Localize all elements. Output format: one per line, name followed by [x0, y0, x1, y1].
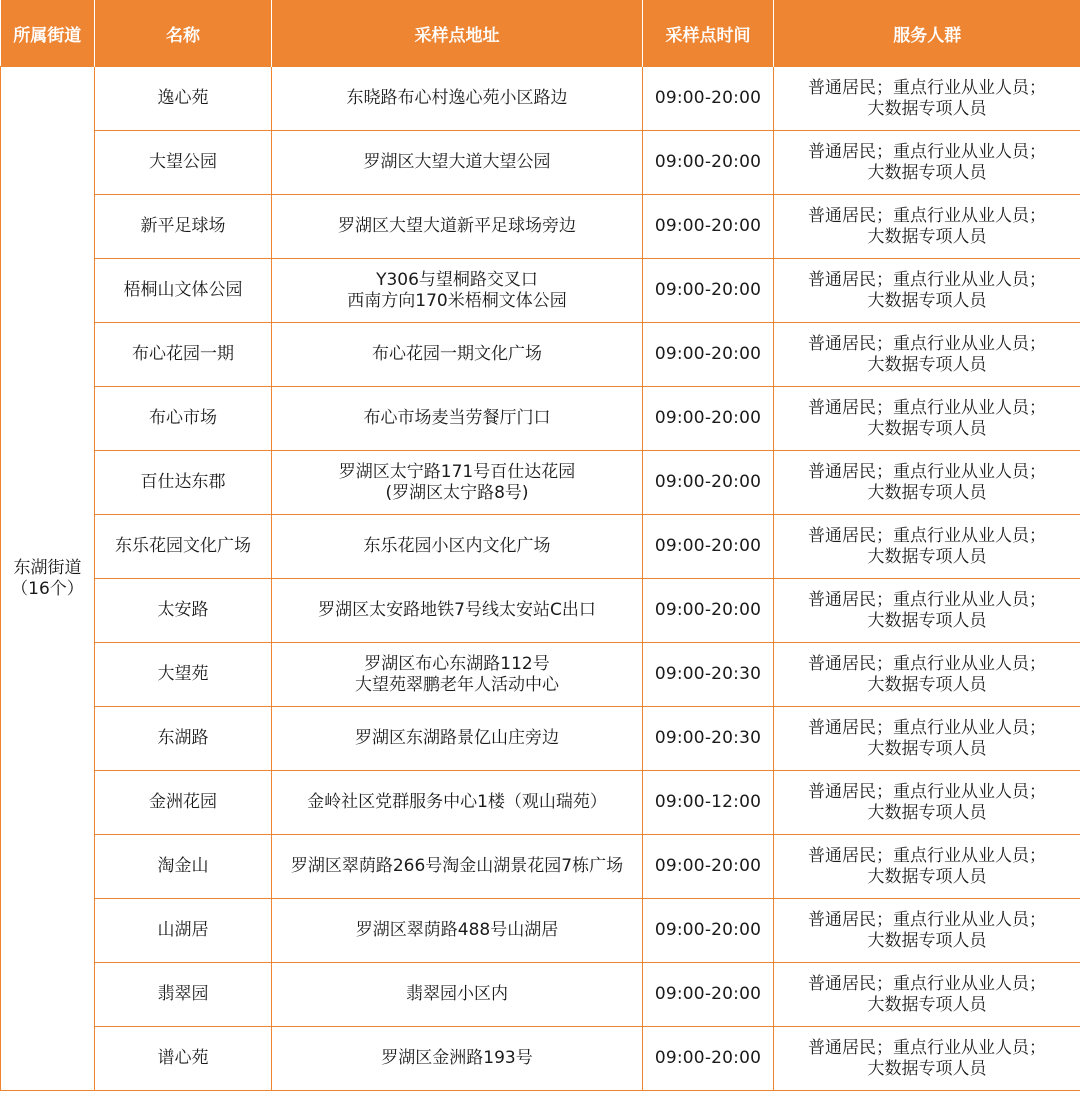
- site-time: 09:00-20:00: [643, 899, 774, 963]
- street-count: （16个）: [11, 578, 84, 599]
- address-line: 布心市场麦当劳餐厅门口: [363, 408, 551, 428]
- people-line: 普通居民；重点行业从业人员；: [808, 1037, 1046, 1058]
- site-name: 梧桐山文体公园: [95, 259, 272, 323]
- people-line: 普通居民；重点行业从业人员；: [808, 205, 1046, 226]
- site-address: [272, 451, 643, 515]
- header-row: [1, 0, 1080, 67]
- header-name: 名称: [95, 0, 272, 67]
- people-line: 普通居民；重点行业从业人员；: [808, 781, 1046, 802]
- people-line: 大数据专项人员: [867, 162, 987, 183]
- site-name: 新平足球场: [95, 195, 272, 259]
- site-address: [272, 899, 643, 963]
- people-line: 普通居民；重点行业从业人员；: [808, 333, 1046, 354]
- site-time: 09:00-20:30: [643, 707, 774, 771]
- site-time: 09:00-20:00: [643, 259, 774, 323]
- header-time: 采样点时间: [643, 0, 774, 67]
- table-body: [1, 67, 1080, 1091]
- street-name: 东湖街道: [13, 557, 82, 578]
- site-address: [272, 771, 643, 835]
- site-time: 09:00-20:00: [643, 1027, 774, 1091]
- people-line: 大数据专项人员: [867, 674, 987, 695]
- service-people: [774, 451, 1080, 515]
- site-time: 09:00-20:00: [643, 323, 774, 387]
- people-line: 大数据专项人员: [867, 610, 987, 631]
- address-line: 金岭社区党群服务中心1楼（观山瑞苑）: [307, 792, 607, 812]
- site-time: 09:00-20:00: [643, 579, 774, 643]
- site-name: 翡翠园: [95, 963, 272, 1027]
- site-address: [272, 835, 643, 899]
- service-people: [774, 323, 1080, 387]
- address-line: 罗湖区大望大道大望公园: [363, 152, 551, 172]
- site-name: 布心市场: [95, 387, 272, 451]
- service-people: [774, 835, 1080, 899]
- table-row: [1, 451, 1080, 515]
- people-line: 大数据专项人员: [867, 994, 987, 1015]
- site-address: [272, 707, 643, 771]
- people-line: 普通居民；重点行业从业人员；: [808, 653, 1046, 674]
- address-line: 罗湖区太安路地铁7号线太安站C出口: [318, 600, 596, 620]
- site-time: 09:00-20:00: [643, 515, 774, 579]
- people-line: 普通居民；重点行业从业人员；: [808, 717, 1046, 738]
- site-name: 山湖居: [95, 899, 272, 963]
- people-line: 普通居民；重点行业从业人员；: [808, 461, 1046, 482]
- table-row: [1, 707, 1080, 771]
- site-time: 09:00-20:00: [643, 67, 774, 131]
- site-name: 布心花园一期: [95, 323, 272, 387]
- service-people: [774, 963, 1080, 1027]
- address-line: 罗湖区大望大道新平足球场旁边: [338, 216, 576, 236]
- header-address: 采样点地址: [272, 0, 643, 67]
- people-line: 普通居民；重点行业从业人员；: [808, 589, 1046, 610]
- site-time: 09:00-20:00: [643, 451, 774, 515]
- address-line: 西南方向170米梧桐文体公园: [347, 290, 567, 311]
- site-time: 09:00-20:00: [643, 835, 774, 899]
- table-row: [1, 323, 1080, 387]
- site-address: [272, 963, 643, 1027]
- people-line: 大数据专项人员: [867, 226, 987, 247]
- service-people: [774, 259, 1080, 323]
- site-address: [272, 195, 643, 259]
- site-name: 东湖路: [95, 707, 272, 771]
- table-row: [1, 259, 1080, 323]
- service-people: [774, 771, 1080, 835]
- site-name: 太安路: [95, 579, 272, 643]
- header-street: 所属街道: [1, 0, 95, 67]
- address-line: 大望苑翠鹏老年人活动中心: [355, 674, 559, 695]
- table-row: [1, 387, 1080, 451]
- table-row: [1, 771, 1080, 835]
- address-line: 罗湖区翠荫路488号山湖居: [355, 920, 559, 940]
- site-name: 淘金山: [95, 835, 272, 899]
- people-line: 大数据专项人员: [867, 738, 987, 759]
- people-line: 普通居民；重点行业从业人员；: [808, 269, 1046, 290]
- people-line: 普通居民；重点行业从业人员；: [808, 77, 1046, 98]
- address-line: 东乐花园小区内文化广场: [363, 536, 551, 556]
- people-line: 大数据专项人员: [867, 1058, 987, 1079]
- people-line: 普通居民；重点行业从业人员；: [808, 397, 1046, 418]
- site-name: 谱心苑: [95, 1027, 272, 1091]
- address-line: 翡翠园小区内: [406, 984, 508, 1004]
- site-address: [272, 131, 643, 195]
- people-line: 普通居民；重点行业从业人员；: [808, 141, 1046, 162]
- table-row: [1, 195, 1080, 259]
- people-line: 大数据专项人员: [867, 482, 987, 503]
- people-line: 大数据专项人员: [867, 290, 987, 311]
- table-row: [1, 67, 1080, 131]
- service-people: [774, 579, 1080, 643]
- service-people: [774, 131, 1080, 195]
- site-name: 大望苑: [95, 643, 272, 707]
- street-cell: [1, 67, 95, 1091]
- site-time: 09:00-20:00: [643, 963, 774, 1027]
- people-line: 普通居民；重点行业从业人员；: [808, 525, 1046, 546]
- site-name: 百仕达东郡: [95, 451, 272, 515]
- address-line: 罗湖区太宁路171号百仕达花园: [338, 461, 576, 482]
- table-row: [1, 899, 1080, 963]
- site-address: [272, 259, 643, 323]
- site-address: [272, 387, 643, 451]
- people-line: 普通居民；重点行业从业人员；: [808, 845, 1046, 866]
- people-line: 大数据专项人员: [867, 930, 987, 951]
- people-line: 普通居民；重点行业从业人员；: [808, 909, 1046, 930]
- address-line: 罗湖区东湖路景亿山庄旁边: [355, 728, 559, 748]
- table-row: [1, 1027, 1080, 1091]
- site-address: [272, 67, 643, 131]
- table-header: [1, 0, 1080, 67]
- site-name: 逸心苑: [95, 67, 272, 131]
- service-people: [774, 387, 1080, 451]
- table-row: [1, 515, 1080, 579]
- service-people: [774, 643, 1080, 707]
- people-line: 大数据专项人员: [867, 418, 987, 439]
- site-address: [272, 323, 643, 387]
- site-time: 09:00-20:00: [643, 131, 774, 195]
- people-line: 大数据专项人员: [867, 546, 987, 567]
- site-name: 金洲花园: [95, 771, 272, 835]
- site-address: [272, 643, 643, 707]
- table-row: [1, 643, 1080, 707]
- site-time: 09:00-20:00: [643, 387, 774, 451]
- table-row: [1, 835, 1080, 899]
- address-line: 布心花园一期文化广场: [372, 344, 542, 364]
- service-people: [774, 707, 1080, 771]
- address-line: 罗湖区金洲路193号: [381, 1048, 533, 1068]
- people-line: 大数据专项人员: [867, 98, 987, 119]
- site-time: 09:00-20:00: [643, 195, 774, 259]
- service-people: [774, 1027, 1080, 1091]
- service-people: [774, 67, 1080, 131]
- people-line: 大数据专项人员: [867, 866, 987, 887]
- table-row: [1, 579, 1080, 643]
- service-people: [774, 899, 1080, 963]
- address-line: 罗湖区翠荫路266号淘金山湖景花园7栋广场: [290, 856, 624, 876]
- site-name: 大望公园: [95, 131, 272, 195]
- people-line: 大数据专项人员: [867, 802, 987, 823]
- address-line: 罗湖区布心东湖路112号: [364, 653, 550, 674]
- site-address: [272, 1027, 643, 1091]
- service-people: [774, 195, 1080, 259]
- site-time: 09:00-20:30: [643, 643, 774, 707]
- site-address: [272, 579, 643, 643]
- address-line: (罗湖区太宁路8号): [385, 482, 529, 503]
- site-name: 东乐花园文化广场: [95, 515, 272, 579]
- people-line: 大数据专项人员: [867, 354, 987, 375]
- site-address: [272, 515, 643, 579]
- people-line: 普通居民；重点行业从业人员；: [808, 973, 1046, 994]
- address-line: 东晓路布心村逸心苑小区路边: [346, 88, 568, 108]
- service-people: [774, 515, 1080, 579]
- site-time: 09:00-12:00: [643, 771, 774, 835]
- address-line: Y306与望桐路交叉口: [376, 269, 538, 290]
- header-people: 服务人群: [774, 0, 1080, 67]
- table-row: [1, 131, 1080, 195]
- table-row: [1, 963, 1080, 1027]
